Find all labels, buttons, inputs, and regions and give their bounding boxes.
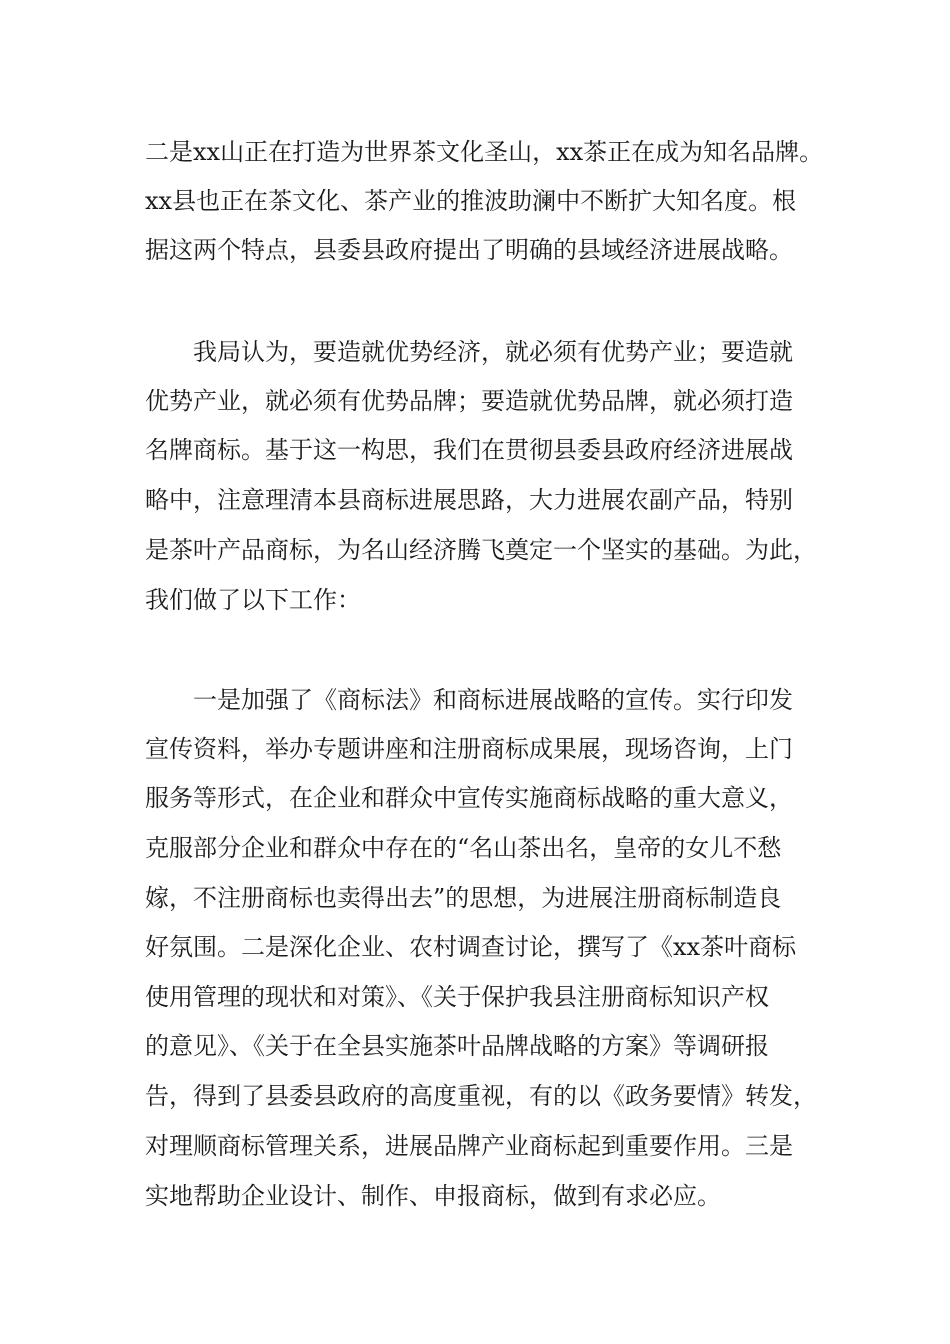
paragraph-line: 宣传资料，举办专题讲座和注册商标成果展，现场咨询，上门 xyxy=(145,735,793,763)
paragraph-line: 好氛围。二是深化企业、农村调查讨论，撰写了《xx茶叶商标 xyxy=(145,933,797,961)
paragraph-line: xx县也正在茶文化、茶产业的推波助澜中不断扩大知名度。根 xyxy=(145,187,797,215)
paragraph-line: 克服部分企业和群众中存在的“名山茶出名，皇帝的女儿不愁 xyxy=(145,834,782,862)
paragraph-line: 服务等形式，在企业和群众中宣传实施商标战略的重大意义， xyxy=(145,784,793,812)
paragraph-line: 优势产业，就必须有优势品牌；要造就优势品牌，就必须打造 xyxy=(145,387,793,415)
paragraph-line: 我们做了以下工作： xyxy=(145,586,361,614)
paragraph-line: 二是xx山正在打造为世界茶文化圣山，xx茶正在成为知名品牌。 xyxy=(145,138,824,166)
paragraph-line: 据这两个特点，县委县政府提出了明确的县域经济进展战略。 xyxy=(145,236,793,264)
paragraph-line: 实地帮助企业设计、制作、申报商标，做到有求必应。 xyxy=(145,1182,721,1210)
paragraph-line: 略中，注意理清本县商标进展思路，大力进展农副产品，特别 xyxy=(145,486,793,514)
paragraph-line: 使用管理的现状和对策》、《关于保护我县注册商标知识产权 xyxy=(145,983,769,1011)
paragraph-line: 我局认为，要造就优势经济，就必须有优势产业；要造就 xyxy=(193,338,793,366)
paragraph-line: 一是加强了《商标法》和商标进展战略的宣传。实行印发 xyxy=(193,686,793,714)
paragraph-line: 对理顺商标管理关系，进展品牌产业商标起到重要作用。三是 xyxy=(145,1132,793,1160)
paragraph-line: 嫁，不注册商标也卖得出去”的思想，为进展注册商标制造良 xyxy=(145,884,782,912)
paragraph-line: 告，得到了县委县政府的高度重视，有的以《政务要情》转发， xyxy=(145,1082,817,1110)
paragraph-line: 是茶叶产品商标，为名山经济腾飞奠定一个坚实的基础。为此， xyxy=(145,536,817,564)
paragraph-line: 的意见》、《关于在全县实施茶叶品牌战略的方案》等调研报 xyxy=(145,1032,769,1060)
paragraph-line: 名牌商标。基于这一构思，我们在贯彻县委县政府经济进展战 xyxy=(145,436,793,464)
